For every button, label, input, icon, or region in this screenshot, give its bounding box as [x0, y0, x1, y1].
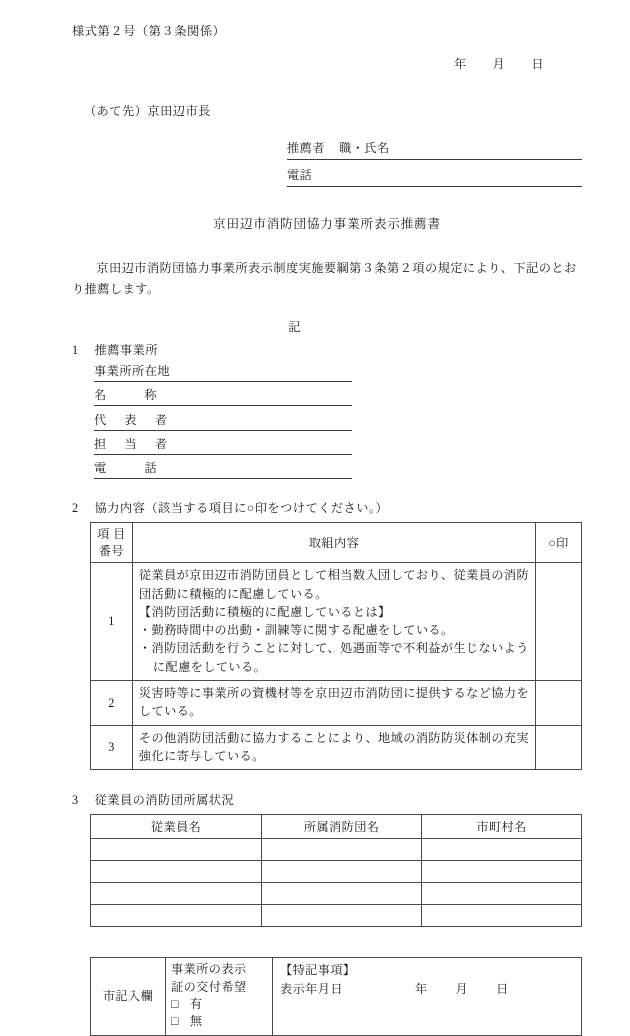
table-row [91, 905, 582, 927]
header-circle-mark: ○印 [536, 523, 582, 563]
row1-line2: 団活動に積極的に配慮している。 [138, 586, 328, 601]
table-row [91, 563, 582, 681]
field-business-name-label-a: 名 [94, 388, 107, 403]
row3-line2: 強化に寄与している。 [138, 748, 265, 763]
employee-name-cell[interactable] [91, 861, 262, 883]
body-paragraph: 京田辺市消防団協力事業所表示制度実施要綱第３条第２項の規定により、下記のとおり推薦します。 [72, 261, 577, 297]
employee-name-cell[interactable] [91, 839, 262, 861]
special-notes-title: 【特記事項】 [280, 963, 356, 978]
section2-heading [72, 499, 582, 518]
fire-corps-cell[interactable] [262, 883, 422, 905]
fire-corps-cell[interactable] [262, 861, 422, 883]
table-row [91, 839, 582, 861]
recommender-block [72, 139, 582, 193]
section3-number: 3 [72, 793, 79, 808]
row2-line1: 災害時等に事業所の資機材等を京田辺市消防団に提供するなど協力を [138, 685, 530, 700]
field-representative-label-b: 表 [124, 412, 138, 427]
city-entry-box [90, 957, 582, 1035]
row1-line1: 従業員が京田辺市消防団員として相当数入団しており、従業員の消防 [138, 568, 530, 583]
field-representative-label-c: 者 [154, 412, 168, 427]
field-contact-person-label-c: 者 [154, 437, 168, 452]
table-row [91, 680, 582, 725]
row1-line6: に配慮をしている。 [152, 659, 267, 674]
recommender-phone-line[interactable] [287, 166, 582, 187]
field-business-name-label-b: 称 [144, 388, 158, 403]
recommender-name-line[interactable] [287, 139, 582, 160]
checkbox-option-no[interactable] [171, 1013, 267, 1030]
form-number: 様式第２号（第３条関係） [72, 24, 226, 38]
row1-line3: 【消防団活動に積極的に配慮しているとは】 [138, 604, 391, 619]
display-date-label: 表示年月日 [280, 981, 343, 996]
row2-line2: している。 [138, 704, 202, 719]
section3-heading [72, 791, 582, 810]
date-line [72, 55, 582, 74]
row1-content [132, 563, 535, 681]
checkbox-option-yes[interactable] [171, 996, 267, 1013]
section1-heading [72, 341, 582, 360]
section3-title: 従業員の消防団所属状況 [94, 793, 235, 808]
row1-circle-cell[interactable] [536, 563, 582, 681]
employee-table [90, 814, 582, 927]
field-business-address[interactable] [94, 362, 352, 382]
table-row [91, 861, 582, 883]
employee-name-cell[interactable] [91, 905, 262, 927]
header-fire-corps: 所属消防団名 [262, 815, 422, 839]
row3-number: 3 [91, 725, 133, 770]
checkbox-option-yes-label: 有 [189, 997, 203, 1012]
date-day-label: 日 [531, 56, 544, 71]
row1-number: 1 [91, 563, 133, 681]
date-month-label: 月 [492, 56, 506, 71]
row3-circle-cell[interactable] [536, 725, 582, 770]
wish-line-1: 事業所の表示 [171, 962, 247, 977]
header-municipality: 市町村名 [422, 815, 582, 839]
row3-line1: その他消防団活動に協力することにより、地域の消防防災体制の充実 [138, 730, 530, 745]
municipality-cell[interactable] [422, 839, 582, 861]
addressee-line: （あて先）京田辺市長 [84, 103, 211, 118]
checkbox-option-no-label: 無 [189, 1014, 203, 1029]
section2-number: 2 [72, 501, 79, 516]
employee-name-cell[interactable] [91, 883, 262, 905]
document-title: 京田辺市消防団協力事業所表示推薦書 [213, 216, 441, 231]
table-row [91, 725, 582, 770]
city-entry-label: 市記入欄 [91, 958, 166, 1035]
section1-number: 1 [72, 342, 79, 357]
field-business-name[interactable] [94, 386, 352, 406]
row1-line4: ・勤務時間中の出動・訓練等に関する配慮をしている。 [138, 623, 454, 638]
row2-number: 2 [91, 680, 133, 725]
municipality-cell[interactable] [422, 905, 582, 927]
cooperation-table-header-row [91, 523, 582, 563]
field-contact-person-label-a: 担 [94, 437, 107, 452]
wish-line-2: 証の交付希望 [171, 979, 247, 994]
row2-circle-cell[interactable] [536, 680, 582, 725]
city-entry-row [91, 958, 582, 1035]
row2-content [132, 680, 535, 725]
field-phone[interactable] [94, 459, 352, 479]
field-representative-label-a: 代 [94, 412, 107, 427]
fire-corps-cell[interactable] [262, 905, 422, 927]
municipality-cell[interactable] [422, 883, 582, 905]
display-date-day: 日 [496, 981, 509, 996]
recommender-label: 推薦者 [287, 140, 326, 155]
recommender-title-name-label: 職・氏名 [339, 140, 390, 155]
section1-title: 推薦事業所 [94, 342, 159, 357]
field-business-address-label: 事業所所在地 [94, 363, 171, 378]
header-item-number [91, 523, 133, 563]
header-employee-name: 従業員名 [91, 815, 262, 839]
cooperation-table [90, 522, 582, 770]
display-certificate-request [166, 958, 273, 1035]
field-representative[interactable] [94, 411, 352, 431]
ki-mark: 記 [288, 320, 302, 335]
checkbox-icon[interactable]: □ [171, 1014, 179, 1029]
row1-line5: ・消防団活動を行うことに対して、処遇面等で不利益が生じないよう [138, 641, 529, 656]
fire-corps-cell[interactable] [262, 839, 422, 861]
display-date-line [280, 980, 575, 998]
field-phone-label-b: 話 [144, 461, 158, 476]
header-content: 取組内容 [132, 523, 535, 563]
display-date-year: 年 [414, 981, 428, 996]
employee-table-header-row [91, 815, 582, 839]
section2-title: 協力内容（該当する項目に○印をつけてください。） [94, 501, 389, 516]
field-phone-label-a: 電 [94, 461, 107, 476]
special-notes-cell[interactable] [273, 958, 582, 1035]
header-item-number-line1: 項 目 [97, 527, 126, 542]
recommender-phone-label: 電話 [287, 167, 313, 182]
header-item-number-line2: 番号 [98, 543, 125, 558]
section1-field-list [94, 362, 582, 480]
date-year-label: 年 [453, 56, 467, 71]
table-row [91, 883, 582, 905]
municipality-cell[interactable] [422, 861, 582, 883]
display-date-month: 月 [455, 981, 469, 996]
row3-content [132, 725, 535, 770]
field-contact-person-label-b: 当 [124, 437, 138, 452]
checkbox-icon[interactable]: □ [171, 997, 179, 1012]
field-contact-person[interactable] [94, 435, 352, 455]
